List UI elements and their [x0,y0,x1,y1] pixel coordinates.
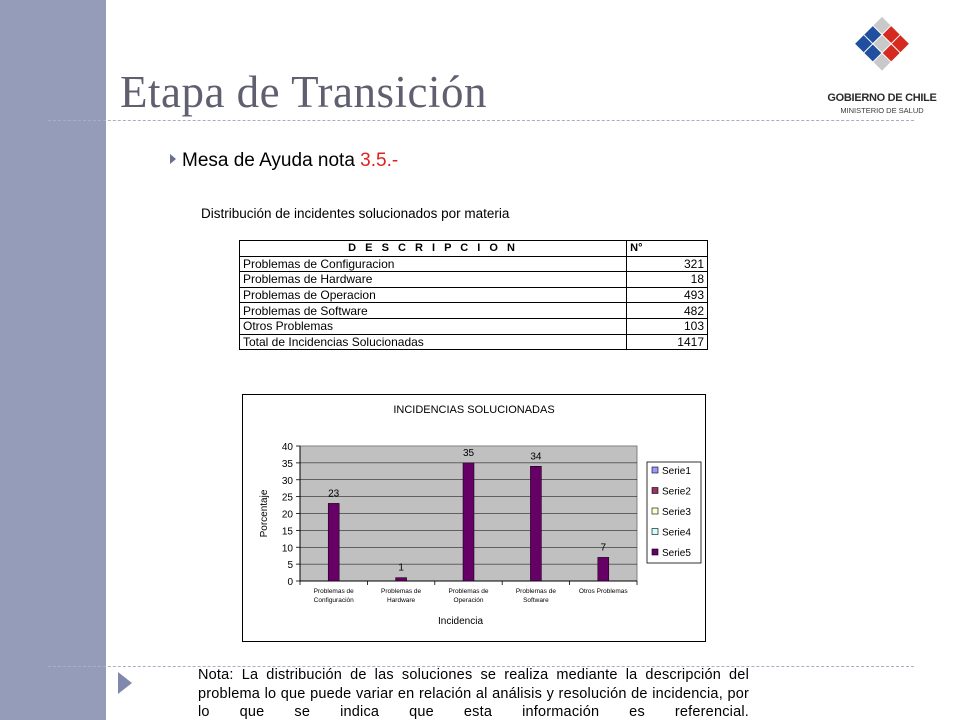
chart-title: INCIDENCIAS SOLUCIONADAS [393,404,555,416]
legend-swatch [652,549,658,555]
footnote: Nota: La distribución de las soluciones se realiza mediante la descripción del problema lo que puede variar en relación al análisis y resolución de incidencia, por lo que se indica que esta información es referencial. [198,667,749,720]
y-tick-label: 10 [281,543,293,555]
legend-swatch [652,508,658,514]
x-tick-label: Problemas de [448,588,489,595]
bar [463,463,474,581]
row-desc: Problemas de Hardware [240,272,627,288]
x-tick-label: Operación [453,597,484,604]
legend-label: Serie4 [662,527,691,539]
gobierno-logo [826,12,938,116]
footer-arrow-icon [118,672,132,694]
table-caption: Distribución de incidentes solucionados por materia [201,206,510,221]
x-axis-label: Incidencia [437,616,484,627]
table-row [240,318,708,334]
logo-emblem-icon [846,12,918,84]
total-desc: Total de Incidencias Solucionadas [240,334,627,350]
total-count: 1417 [627,334,708,350]
x-tick-label: Problemas de [313,588,354,595]
row-count: 493 [627,287,708,303]
y-tick-label: 30 [281,475,293,487]
bullet-item [170,150,398,172]
row-desc: Problemas de Software [240,303,627,319]
bar [328,503,339,581]
legend-label: Serie3 [662,507,691,518]
y-tick-label: 5 [287,560,293,572]
row-count: 321 [627,256,708,272]
data-label: 35 [462,447,475,459]
y-tick-label: 20 [281,509,293,521]
header-numero: N° [627,241,708,257]
data-label: 7 [600,542,607,554]
y-tick-label: 40 [281,442,293,453]
slide-title: Etapa de Transición [120,67,487,117]
bar [396,578,407,581]
row-count: 103 [627,318,708,334]
data-label: 1 [398,562,404,574]
bullet-reference: 3.5.- [360,150,399,171]
header-descripcion: D E S C R I P C I O N [240,241,627,257]
x-tick-label: Hardware [387,597,416,604]
y-tick-label: 35 [281,458,293,470]
table-row [240,272,708,288]
x-tick-label: Problemas de [381,588,422,595]
legend-label: Serie2 [662,486,691,498]
table-row [240,303,708,319]
incidents-chart [242,394,706,642]
bullet-text: Mesa de Ayuda nota [182,150,361,171]
table-row [240,287,708,303]
logo-name: GOBIERNO DE CHILE [827,92,937,104]
incidents-table [239,240,708,350]
table-row [240,256,708,272]
data-label: 23 [328,488,340,500]
x-tick-label: Software [523,597,549,604]
row-desc: Problemas de Configuracion [240,256,627,272]
logo-subtitle: MINISTERIO DE SALUD [840,106,924,115]
x-tick-label: Configuración [313,597,354,604]
x-tick-label: Otros Problemas [578,588,628,595]
row-count: 18 [627,272,708,288]
legend-label: Serie1 [662,466,691,477]
row-count: 482 [627,303,708,319]
y-tick-label: 15 [281,526,293,538]
y-tick-label: 0 [287,577,293,588]
legend-label: Serie5 [662,548,691,559]
title-divider [48,120,914,121]
legend-swatch [652,467,658,473]
chart-svg [243,395,705,641]
bullet-arrow-icon [170,154,176,164]
bar [530,466,541,581]
table-header-row [240,241,708,257]
row-desc: Otros Problemas [240,318,627,334]
legend-swatch [652,529,658,535]
y-tick-label: 25 [281,492,293,504]
bar [598,557,609,581]
row-desc: Problemas de Operacion [240,287,627,303]
y-axis-label: Porcentaje [259,489,270,538]
x-tick-label: Problemas de [515,588,556,595]
data-label: 34 [530,451,542,463]
table-total-row [240,334,708,350]
slide-sidebar [0,0,106,720]
legend-swatch [652,488,658,494]
